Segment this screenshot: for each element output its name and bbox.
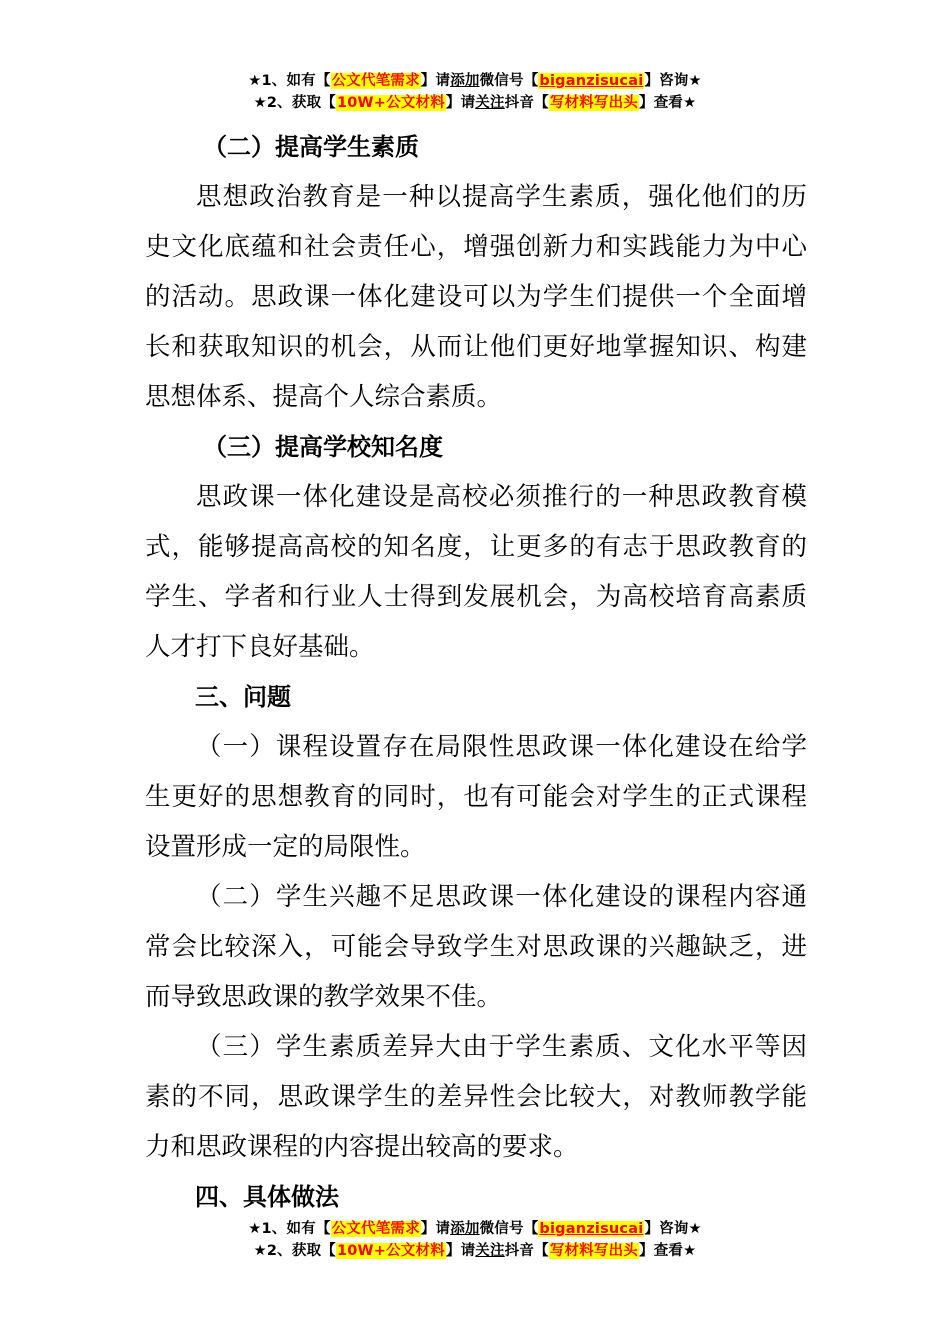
paragraph: 思政课一体化建设是高校必须推行的一种思政教育模式，能够提高高校的知名度，让更多的有志于思政教育的学生、学者和行业人士得到发展机会，为高校培育高素质人才打下良好基础。 xyxy=(145,482,807,662)
douyin-account: 写材料写出头 xyxy=(549,1243,639,1259)
banner-highlight: 公文代笔需求 xyxy=(331,1221,420,1237)
paragraph: （一）课程设置存在局限性思政课一体化建设在给学生更好的思想教育的同时，也有可能会对学生的正式课程设置形成一定的局限性。 xyxy=(145,732,807,862)
paragraph: （二）学生兴趣不足思政课一体化建设的课程内容通常会比较深入，可能会导致学生对思政课的兴趣缺乏，进而导致思政课的教学效果不佳。 xyxy=(145,882,807,1012)
banner-text: 】请 xyxy=(420,1221,451,1237)
wechat-id: biganzisucai xyxy=(539,73,644,89)
banner-highlight: 10W+公文材料 xyxy=(336,95,445,111)
section-heading: （三）提高学校知名度 xyxy=(203,433,443,461)
banner-text: 微信号【 xyxy=(479,73,539,89)
paragraph: 思想政治教育是一种以提高学生素质，强化他们的历史文化底蕴和社会责任心，增强创新力和实践能力为中心的活动。思政课一体化建设可以为学生们提供一个全面增长和获取知识的机会，从而让他们更好地掌握知识、构建思想体系、提高个人综合素质。 xyxy=(145,182,807,412)
banner-text: 】请 xyxy=(420,73,451,89)
section-heading: 四、具体做法 xyxy=(195,1183,339,1211)
banner-line-1 xyxy=(0,70,950,92)
section-heading: 三、问题 xyxy=(195,683,291,711)
wechat-id: biganzisucai xyxy=(539,1221,644,1237)
banner-text: ★2、获取【 xyxy=(253,1243,336,1259)
banner-line-2 xyxy=(0,92,950,114)
banner-text: 】查看★ xyxy=(639,95,697,111)
banner-highlight: 10W+公文材料 xyxy=(336,1243,445,1259)
banner-line-2 xyxy=(0,1240,950,1262)
banner-underline: 添加 xyxy=(450,1221,480,1237)
banner-text: 】咨询★ xyxy=(644,1221,702,1237)
banner-underline: 添加 xyxy=(450,73,480,89)
banner-text: 抖音【 xyxy=(504,95,549,111)
section-heading: （二）提高学生素质 xyxy=(203,133,419,161)
header-banner xyxy=(0,70,950,114)
banner-highlight: 公文代笔需求 xyxy=(331,73,420,89)
paragraph: （三）学生素质差异大由于学生素质、文化水平等因素的不同，思政课学生的差异性会比较大，对教师教学能力和思政课程的内容提出较高的要求。 xyxy=(145,1032,807,1162)
banner-text: 】咨询★ xyxy=(644,73,702,89)
banner-underline: 关注 xyxy=(475,1243,505,1259)
banner-text: 微信号【 xyxy=(479,1221,539,1237)
banner-underline: 关注 xyxy=(475,95,505,111)
footer-banner xyxy=(0,1218,950,1262)
document-body xyxy=(145,122,807,1222)
banner-text: 】请 xyxy=(445,95,476,111)
banner-text: 】请 xyxy=(445,1243,476,1259)
banner-text: 抖音【 xyxy=(504,1243,549,1259)
banner-line-1 xyxy=(0,1218,950,1240)
banner-text: ★1、如有【 xyxy=(248,1221,331,1237)
banner-text: ★1、如有【 xyxy=(248,73,331,89)
banner-text: 】查看★ xyxy=(639,1243,697,1259)
banner-text: ★2、获取【 xyxy=(253,95,336,111)
douyin-account: 写材料写出头 xyxy=(549,95,639,111)
